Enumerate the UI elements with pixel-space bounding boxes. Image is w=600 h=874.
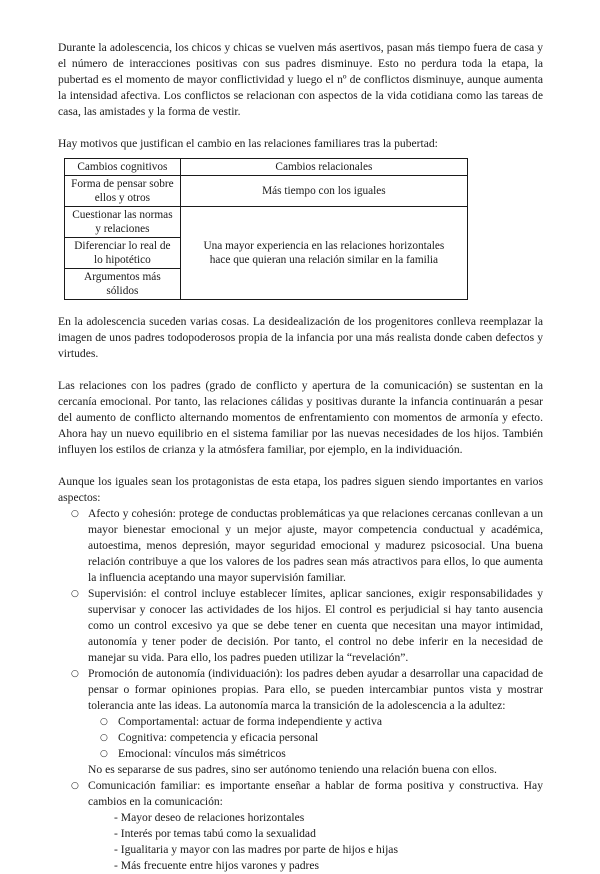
list-item-affect [58,506,543,586]
list-item-communication [58,778,543,874]
sub-list-item: ○ Comportamental: actuar de forma independiente y activa [88,714,543,730]
table-cell: Argumentos más sólidos [65,269,181,300]
table-cell: Más tiempo con los iguales [180,176,467,207]
communication-changes-list [88,810,543,874]
table-header-relational: Cambios relacionales [180,159,467,176]
dash-list-item: - Interés por temas tabú como la sexualidad [114,826,543,842]
dash-list-item: - Igualitaria y mayor con las madres por parte de hijos e hijas [114,842,543,858]
list-item-text: Supervisión: el control incluye establecer límites, aplicar sanciones, exigir responsabilidades y supervisar y conocer las actividades de los hijos. El control es perjudicial si hay tanto ausencia como un control excesivo ya que se debe tener en cuenta que necesitan una mayor intimidad, autonomía y tener poder de decisión. Por tanto, el control no debe inferir en la necesidad de manejar su vida. Para ello, los padres pueden utilizar la “revelación”. [88,587,543,664]
table-cell: Forma de pensar sobre ellos y otros [65,176,181,207]
dash-list-item: - Mayor deseo de relaciones horizontales [114,810,543,826]
intro-paragraph: Durante la adolescencia, los chicos y chicas se vuelven más asertivos, pasan más tiempo fuera de casa y el número de interacciones positivas con sus padres disminuye. Esto no perdura toda la etapa, la pubertad es el momento de mayor conflictividad y luego el nº de conflictos disminuye, aunque aumenta la intensidad afectiva. Los conflictos se relacionan con aspectos de la vida cotidiana como las tareas de casa, las amistades y la forma de vestir. [58,41,543,118]
table-cell: Diferenciar lo real de lo hipotético [65,238,181,269]
table-header-cognitive: Cambios cognitivos [65,159,181,176]
sub-list-item: ○ Emocional: vínculos más simétricos [88,746,543,762]
document-body [58,40,543,874]
list-item-autonomy [58,666,543,778]
list-item-supervision [58,586,543,666]
paragraph-parents-importance: Aunque los iguales sean los protagonistas de esta etapa, los padres siguen siendo importantes en varios aspectos: [58,475,543,504]
list-item-text: Afecto y cohesión: protege de conductas problemáticas ya que relaciones cercanas conllevan a un mayor bienestar emocional y un mejor ajuste, mayor competencia conductual y académica, autoestima, menos depresión, mayor seguridad emocional y madurez psicosocial. Una buena relación contribuye a que los valores de los padres sean más atractivos para ellos, lo que aumenta la influencia aceptando una mayor supervisión familiar. [88,507,543,584]
autonomy-types-list [88,714,543,762]
paragraph-desidealization: En la adolescencia suceden varias cosas. La desidealización de los progenitores conlleva reemplazar la imagen de unos padres todopoderosos propia de la infancia por una más realista donde caben defectos y virtudes. [58,315,543,360]
sub-list-item: ○ Cognitiva: competencia y eficacia personal [88,730,543,746]
dash-list-item: - Más frecuente entre hijos varones y padres [114,858,543,874]
table-intro: Hay motivos que justifican el cambio en las relaciones familiares tras la pubertad: [58,137,438,150]
autonomy-note: No es separarse de sus padres, sino ser autónomo teniendo una relación buena con ellos. [88,763,497,776]
paragraph-emotional-closeness: Las relaciones con los padres (grado de conflicto y apertura de la comunicación) se sustentan en la cercanía emocional. Por tanto, las relaciones cálidas y positivas durante la infancia continuarán a pesar del aumento de conflicto alternando momentos de enfrentamiento con momentos de armonía y efecto. Ahora hay un nuevo equilibrio en el sistema familiar por las nuevas necesidades de los hijos. También influyen los estilos de crianza y la atmósfera familiar, por ejemplo, en la individuación. [58,379,543,456]
table-cell-merged: Una mayor experiencia en las relaciones horizontales hace que quieran una relación similar en la familia [180,207,467,300]
table-cell: Cuestionar las normas y relaciones [65,207,181,238]
list-item-text: Promoción de autonomía (individuación): los padres deben ayudar a desarrollar una capacidad de pensar o formar opiniones propias. Para ello, se pueden intercambiar puntos vista y mostrar tolerancia ante las ideas. La autonomía marca la transición de la adolescencia a la adultez: [88,667,543,712]
list-item-text: Comunicación familiar: es importante enseñar a hablar de forma positiva y constructiva. Hay cambios en la comunicación: [88,779,543,808]
changes-table [64,158,468,300]
aspects-list [58,506,543,874]
